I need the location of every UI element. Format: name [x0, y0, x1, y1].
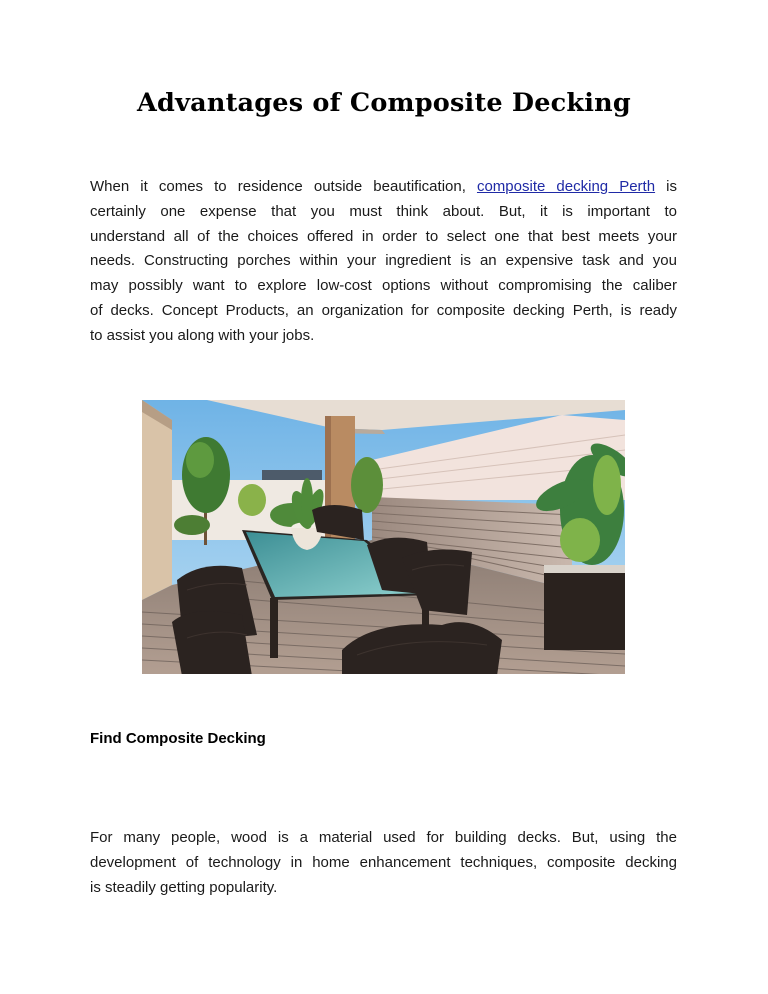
paragraph-line: development of technology in home enhancement techniques, composite decking [90, 853, 677, 871]
composite-decking-perth-link[interactable]: composite decking Perth [476, 178, 656, 195]
paragraph-line: may possibly want to explore low-cost options without compromising the caliber [90, 277, 677, 295]
paragraph-line: of decks. Concept Products, an organization for composite decking Perth, is ready [90, 301, 677, 319]
section-heading: Find Composite Decking [90, 730, 266, 747]
text-segment: is [655, 178, 677, 195]
paragraph-line: For many people, wood is a material used for building decks. But, using the [90, 829, 677, 846]
intro-paragraph [90, 175, 677, 349]
paragraph-line [90, 175, 677, 200]
paragraph-line: needs. Constructing porches within your ingredient is an expensive task and you [90, 252, 677, 270]
paragraph-line: understand all of the choices offered in order to select one that best meets your [90, 227, 677, 245]
deck-photo [142, 400, 625, 676]
paragraph-line: to assist you along with your jobs. [90, 326, 315, 344]
document-title: Advantages of Composite Decking [137, 88, 631, 117]
paragraph-line: certainly one expense that you must think about. But, it is important to [90, 202, 677, 220]
second-paragraph [90, 826, 677, 900]
deck-photo-illustration [142, 400, 625, 676]
text-segment: When it comes to residence outside beautification, [90, 178, 477, 195]
paragraph-line: is steadily getting popularity. [90, 878, 278, 896]
